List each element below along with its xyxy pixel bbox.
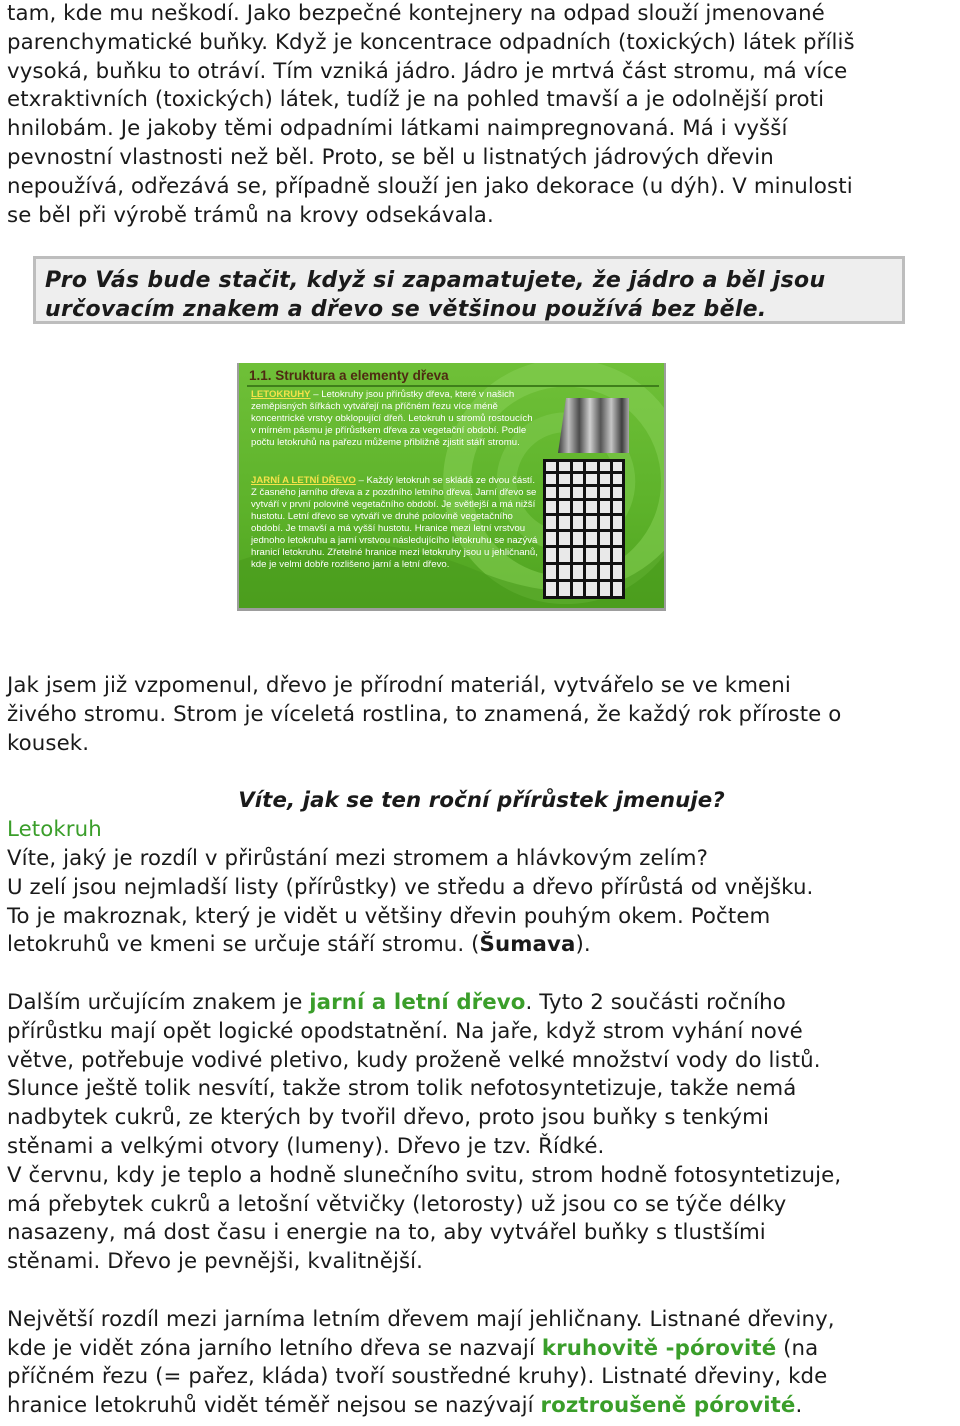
body-line: To je makroznak, který je vidět u většiny dřevin pouhým okem. Počtem (7, 903, 771, 929)
body-line (7, 931, 956, 960)
intro-line: parenchymatické buňky. Když je koncentrace odpadních (toxických) látek příliš (7, 29, 855, 55)
intro-line: nepoužívá, odřezává se, případně slouží jen jako dekorace (u dýh). V minulosti (7, 173, 853, 199)
ring-porous-keyword: kruhovitě -pórovité (541, 1335, 777, 1361)
body-line: Největší rozdíl mezi jarníma letním dřevem mají jehličnany. Listnané dřeviny, (7, 1306, 835, 1332)
text-run: kde je vidět zóna jarního letního dřeva se nazvají (7, 1335, 542, 1361)
text-run: ). (575, 932, 591, 958)
callout-line: určovacím znakem a dřevo se většinou používá bez běle. (45, 297, 767, 322)
wood-grain-photo (558, 398, 629, 453)
body-line (7, 989, 956, 1018)
body-line: nasazeny, má dost času i energie na to, aby vytvářel buňky s tlustšími (7, 1220, 766, 1246)
slide-keyword: JARNÍ A LETNÍ DŘEVO (251, 475, 356, 486)
spring-summer-wood-keyword: jarní a letní dřevo (309, 989, 526, 1015)
body-line (7, 1335, 956, 1364)
text-run: (na (776, 1335, 819, 1361)
body-line: stěnami. Dřevo je pevnějši, kvalitnější. (7, 1249, 424, 1275)
body-line: má přebytek cukrů a letošní větvičky (letorosty) už jsou co se týče délky (7, 1191, 787, 1217)
slide-block-letokruhy (251, 389, 539, 449)
callout-line: Pro Vás bude stačit, když si zapamatujete, že jádro a běl jsou (45, 268, 826, 293)
body-line: příčném řezu (= pařez, kláda) tvoří soustředné kruhy). Listnaté dřeviny, kde (7, 1364, 828, 1390)
intro-line: tam, kde mu neškodí. Jako bezpečné kontejnery na odpad slouží jmenované (7, 1, 825, 26)
question-heading: Víte, jak se ten roční přírůstek jmenuje? (238, 788, 725, 814)
slide-image (237, 363, 666, 611)
slide-block-jarni-letni (251, 475, 539, 571)
slide-title: 1.1. Struktura a elementy dřeva (249, 368, 449, 383)
body-line: přírůstku mají opět logické opodstatnění. Na jaře, když strom vyhání nové (7, 1018, 803, 1044)
body-line: kousek. (7, 730, 90, 756)
text-run: hranice letokruhů vidět téměř nejsou se nazývají (7, 1393, 541, 1419)
slide-text: – Každý letokruh se skládá ze dvou částí. Z časného jarního dřeva a z pozdního letního dřeva. Jarní dřevo se vytváří v první polovině vegetačního období. Je světlejší a má nižší hustotu. Letní dřevo se vytváří ve druhé polovině vegetačního období. Je tmavší a má vyšší hustotu. Hranice mezi letní vrstvou jednoho letokruhu a jarní vrstvou následujícího letokruhu se nazývá hranicí letokruhu. Zřetelné hranice mezi letokruhy jsou u jehličnanů, kde je velmi dobře rozlišeno jarní a letní dřevo. (251, 475, 538, 571)
text-run: letokruhů ve kmeni se určuje stáří stromu. ( (7, 932, 480, 958)
body-line: Víte, jaký je rozdíl v přirůstání mezi stromem a hlávkovým zelím? (7, 845, 709, 871)
slide-text: – Letokruhy jsou přírůstky dřeva, které v našich zeměpisných šířkách vytvářejí na příčném řezu více méně koncentrické vrstvy obklopující dřeň. Letokruh u stromů rostoucích v mírném pásmu je přírůstkem dřeva za vegetační období. Podle počtu letokruhů na pařezu můžeme přibližně zjistit stáří stromu. (251, 389, 533, 449)
intro-line: etxraktivních (toxických) látek, tudíž je na pohled tmavší a je odolnější proti (7, 87, 825, 113)
text-run: . Tyto 2 součásti ročního (525, 989, 786, 1015)
body-line: větve, potřebuje vodivé pletivo, kudy proženě velké množství vody do listů. (7, 1047, 821, 1073)
body-text (7, 672, 956, 1421)
callout-box (33, 256, 905, 324)
answer-letokruh: Letokruh (7, 817, 102, 843)
sumava-keyword: Šumava (479, 932, 576, 958)
cell-structure-photo (543, 459, 625, 599)
intro-line: pevnostní vlastnosti než běl. Proto, se běl u listnatých jádrových dřevin (7, 144, 774, 170)
intro-line: se běl při výrobě trámů na krovy odsekávala. (7, 202, 494, 228)
body-line: nadbytek cukrů, ze kterých by tvořil dřevo, proto jsou buňky s tenkými (7, 1105, 769, 1131)
body-line: U zelí jsou nejmladší listy (přírůstky) ve středu a dřevo přírůstá od vnějšku. (7, 874, 814, 900)
body-line: Slunce ještě tolik nesvítí, takže strom tolik nefotosyntetizuje, takže nemá (7, 1076, 797, 1102)
body-line (7, 1392, 956, 1421)
slide-keyword: LETOKRUHY (251, 389, 311, 400)
body-line: Jak jsem již vzpomenul, dřevo je přírodní materiál, vytvářelo se ve kmeni (7, 673, 791, 698)
body-line: živého stromu. Strom je víceletá rostlina, to znamená, že každý rok příroste o (7, 701, 842, 727)
slide-divider (247, 385, 659, 387)
text-run: . (795, 1393, 803, 1419)
body-line: stěnami a velkými otvory (lumeny). Dřevo je tzv. Řídké. (7, 1133, 605, 1159)
intro-line: vysoká, buňku to otráví. Tím vzniká jádro. Jádro je mrtvá část stromu, má více (7, 58, 848, 84)
intro-paragraph (7, 0, 956, 230)
diffuse-porous-keyword: roztroušeně pórovité (540, 1393, 796, 1419)
text-run: Dalším určujícím znakem je (7, 989, 310, 1015)
intro-line: hnilobám. Je jakoby těmi odpadními látkami naimpregnovaná. Má i vyšší (7, 116, 788, 142)
body-line: V červnu, kdy je teplo a hodně slunečního svitu, strom hodně fotosyntetizuje, (7, 1162, 842, 1188)
